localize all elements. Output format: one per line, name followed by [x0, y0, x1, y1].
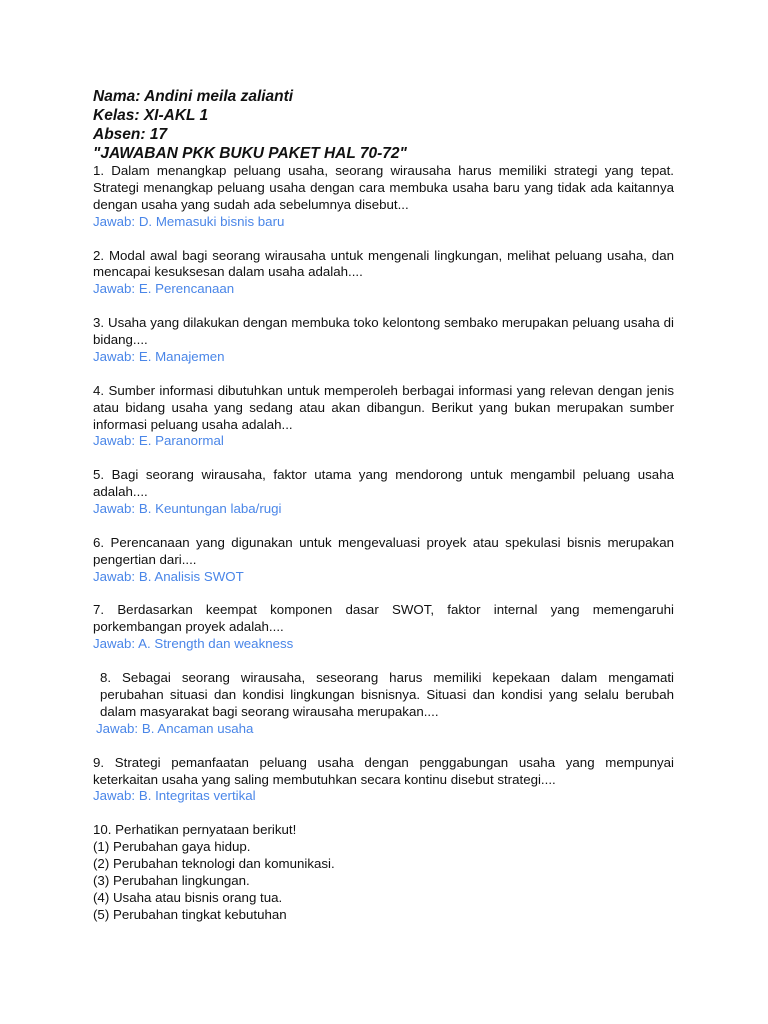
question-text: 10. Perhatikan pernyataan berikut! — [93, 822, 297, 838]
answer-text: Jawab: E. Paranormal — [93, 433, 224, 449]
answer-text: Jawab: D. Memasuki bisnis baru — [93, 213, 285, 229]
student-name: Nama: Andini meila zalianti — [93, 88, 294, 105]
question-5 — [93, 467, 674, 518]
list-item: (1) Perubahan gaya hidup. — [93, 839, 251, 855]
answer-text: Jawab: B. Ancaman usaha — [96, 720, 254, 736]
answer-text: Jawab: A. Strength dan weakness — [93, 636, 294, 652]
question-text: 5. Bagi seorang wirausaha, faktor utama yang mendorong untuk mengambil peluang usaha adalah.... — [93, 467, 674, 500]
question-text: 7. Berdasarkan keempat komponen dasar SWOT, faktor internal yang memengaruhi porkembangan proyek adalah.... — [93, 602, 674, 635]
question-6 — [93, 535, 674, 586]
document-page — [93, 87, 674, 924]
question-3 — [93, 315, 674, 366]
question-2 — [93, 248, 674, 299]
question-text: 9. Strategi pemanfaatan peluang usaha dengan penggabungan usaha yang mempunyai keterkaitan usaha yang saling membutuhkan secara kontinu disebut strategi.... — [93, 754, 674, 787]
question-text: 4. Sumber informasi dibutuhkan untuk memperoleh berbagai informasi yang relevan dengan jenis atau bidang usaha yang sedang atau akan dibangun. Berikut yang bukan merupakan sumber informasi peluang usaha adalah... — [93, 382, 674, 432]
question-4 — [93, 383, 674, 451]
student-class: Kelas: XI-AKL 1 — [93, 107, 209, 124]
list-item: (3) Perubahan lingkungan. — [93, 872, 250, 888]
question-8 — [93, 670, 674, 738]
question-1 — [93, 163, 674, 231]
document-title: "JAWABAN PKK BUKU PAKET HAL 70-72" — [93, 145, 407, 162]
list-item: (2) Perubahan teknologi dan komunikasi. — [93, 856, 335, 872]
question-7 — [93, 602, 674, 653]
question-text: 1. Dalam menangkap peluang usaha, seorang wirausaha harus memiliki strategi yang tepat. Strategi menangkap peluang usaha dengan cara membuka usaha baru yang tidak ada kaitannya dengan usaha yang sudah ada sebelumnya disebut... — [93, 163, 674, 212]
list-item: (5) Perubahan tingkat kebutuhan — [93, 906, 287, 922]
answer-text: Jawab: E. Perencanaan — [93, 281, 235, 297]
answer-text: Jawab: B. Analisis SWOT — [93, 568, 244, 584]
answer-text: Jawab: B. Integritas vertikal — [93, 788, 256, 804]
question-10 — [93, 822, 674, 923]
student-absen: Absen: 17 — [93, 126, 168, 143]
question-text: 6. Perencanaan yang digunakan untuk mengevaluasi proyek atau spekulasi bisnis merupakan pengertian dari.... — [93, 534, 674, 567]
question-text: 8. Sebagai seorang wirausaha, seseorang harus memiliki kepekaan dalam mengamati perubahan situasi dan kondisi lingkungan bisnisnya. Situasi dan kondisi yang selalu berubah dalam masyarakat bagi seorang wirausaha merupakan.... — [100, 670, 674, 719]
answer-text: Jawab: B. Keuntungan laba/rugi — [93, 501, 282, 517]
list-item: (4) Usaha atau bisnis orang tua. — [93, 889, 283, 905]
answer-text: Jawab: E. Manajemen — [93, 348, 225, 364]
question-text: 3. Usaha yang dilakukan dengan membuka toko kelontong sembako merupakan peluang usaha di bidang.... — [93, 315, 674, 348]
question-9 — [93, 755, 674, 806]
question-text: 2. Modal awal bagi seorang wirausaha untuk mengenali lingkungan, melihat peluang usaha, dan mencapai kesuksesan dalam usaha adalah.... — [93, 247, 674, 280]
